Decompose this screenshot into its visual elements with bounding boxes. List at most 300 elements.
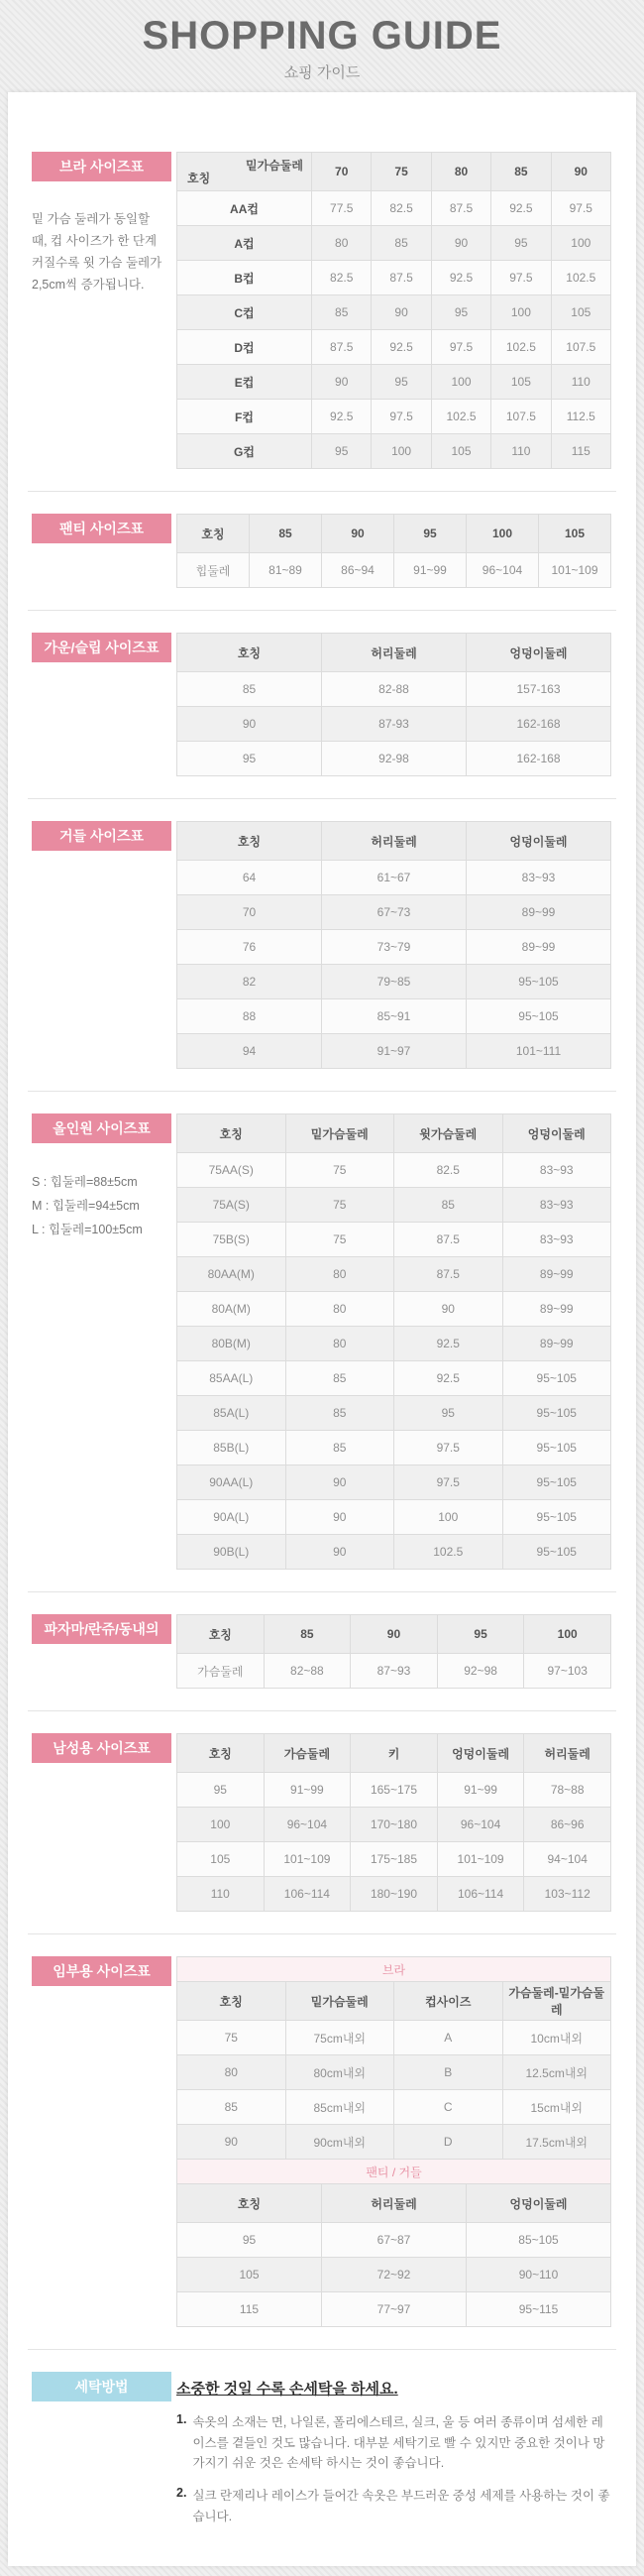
table-cell: 15cm내외	[502, 2090, 611, 2125]
table-cell: 힙둘레	[177, 553, 250, 588]
table-cell: 89~99	[502, 1292, 611, 1327]
column-header: 100	[524, 1615, 611, 1654]
table-cell: 80B(M)	[177, 1327, 286, 1361]
corner-top-label: 밑가슴둘레	[246, 159, 304, 173]
column-header: 호칭	[177, 1982, 286, 2021]
column-header: 엉덩이둘레	[437, 1734, 524, 1773]
column-header: 85	[250, 515, 322, 553]
table-cell: 81~89	[250, 553, 322, 588]
table-row	[177, 1877, 611, 1912]
panty-size-table	[176, 514, 611, 588]
gown-table-wrap	[176, 633, 611, 776]
table-row	[177, 261, 611, 295]
table-cell: 90	[372, 295, 431, 330]
column-header: 엉덩이둘레	[502, 1114, 611, 1153]
column-header: 가슴둘레	[264, 1734, 351, 1773]
table-cell: 107.5	[491, 400, 551, 434]
table-row	[177, 1257, 611, 1292]
page-subtitle: 쇼핑 가이드	[283, 64, 361, 81]
table-cell: 88	[177, 999, 322, 1034]
table-row	[177, 1396, 611, 1431]
section-panty-side	[8, 514, 176, 543]
table-cell: 80AA(M)	[177, 1257, 286, 1292]
table-cell: 67~73	[322, 895, 467, 930]
table-cell: 87.5	[312, 330, 372, 365]
table-cell: 64	[177, 861, 322, 895]
column-header: 호칭	[177, 2184, 322, 2223]
bra-table-wrap	[176, 152, 611, 469]
table-cell: 17.5cm내외	[502, 2125, 611, 2160]
table-cell: D컵	[177, 330, 312, 365]
table-cell: 90	[431, 226, 490, 261]
table-header-row	[177, 2184, 611, 2223]
table-cell: 83~93	[502, 1223, 611, 1257]
table-header-row	[177, 515, 611, 553]
table-cell: 106~114	[437, 1877, 524, 1912]
washing-item-text: 속옷의 소재는 면, 나일론, 폴리에스테르, 실크, 울 등 여러 종류이며 섬세한 레이스를 곁들인 것도 많습니다. 대부분 세탁기로 빨 수 있지만 중요한 것이나 망가지기 쉬운 것은 손세탁 하시는 것이 좋습니다.	[192, 2415, 605, 2471]
table-row	[177, 1808, 611, 1842]
table-cell: 75A(S)	[177, 1188, 286, 1223]
table-row	[177, 1431, 611, 1465]
table-cell: 92.5	[312, 400, 372, 434]
table-cell: 95~105	[502, 1500, 611, 1535]
table-cell: 92-98	[322, 742, 467, 776]
washing-item	[176, 2486, 611, 2526]
table-cell: 73~79	[322, 930, 467, 965]
table-group-title-row	[177, 2160, 611, 2184]
table-cell: 96~104	[264, 1808, 351, 1842]
table-row	[177, 707, 611, 742]
table-cell: 102.5	[431, 400, 490, 434]
section-bra-side	[8, 152, 176, 296]
table-cell: 95	[394, 1396, 503, 1431]
table-cell: 85~105	[467, 2223, 611, 2258]
table-cell: 94	[177, 1034, 322, 1069]
table-cell: 90A(L)	[177, 1500, 286, 1535]
table-cell: 97.5	[372, 400, 431, 434]
table-cell: 가슴둘레	[177, 1654, 265, 1689]
table-cell: 101~109	[264, 1842, 351, 1877]
table-cell: 95~105	[502, 1431, 611, 1465]
table-cell: 100	[394, 1500, 503, 1535]
table-cell: 97~103	[524, 1654, 611, 1689]
table-row	[177, 1465, 611, 1500]
table-cell: 92.5	[431, 261, 490, 295]
table-cell: 95~105	[502, 1396, 611, 1431]
table-cell: 77~97	[322, 2292, 467, 2327]
table-cell: 87.5	[394, 1223, 503, 1257]
table-cell: 85AA(L)	[177, 1361, 286, 1396]
table-cell: 92~98	[437, 1654, 524, 1689]
section-pajama	[8, 1614, 636, 1689]
table-cell: 95	[177, 2223, 322, 2258]
table-cell: 175~185	[351, 1842, 438, 1877]
table-cell: 82.5	[312, 261, 372, 295]
table-cell: C컵	[177, 295, 312, 330]
section-label-bra: 브라 사이즈표	[32, 152, 171, 181]
column-header: 90	[351, 1615, 438, 1654]
table-cell: 105	[491, 365, 551, 400]
column-header: 허리둘레	[524, 1734, 611, 1773]
column-header: 가슴둘레-밑가슴둘레	[502, 1982, 611, 2021]
column-header: 허리둘레	[322, 634, 467, 672]
table-cell: 80	[177, 2055, 286, 2090]
column-header: 밑가슴둘레	[285, 1982, 394, 2021]
table-cell: 85cm내외	[285, 2090, 394, 2125]
table-cell: 83~93	[502, 1188, 611, 1223]
column-header: 호칭	[177, 1114, 286, 1153]
table-header-row	[177, 1114, 611, 1153]
table-cell: 87.5	[372, 261, 431, 295]
column-header: 90	[322, 515, 394, 553]
table-row	[177, 400, 611, 434]
table-cell: 95	[177, 1773, 265, 1808]
table-cell: 86~96	[524, 1808, 611, 1842]
column-header: 윗가슴둘레	[394, 1114, 503, 1153]
section-allinone	[8, 1113, 636, 1570]
table-cell: 85	[285, 1431, 394, 1465]
column-header: 허리둘레	[322, 2184, 467, 2223]
section-divider	[28, 1091, 616, 1092]
table-cell: 95~105	[467, 965, 611, 999]
table-row	[177, 895, 611, 930]
table-cell: 101~111	[467, 1034, 611, 1069]
allinone-note-m: M : 힙둘레=94±5cm	[32, 1198, 140, 1213]
section-divider	[28, 1591, 616, 1592]
table-row	[177, 226, 611, 261]
table-cell: 90cm내외	[285, 2125, 394, 2160]
table-row	[177, 861, 611, 895]
table-row	[177, 1327, 611, 1361]
table-row	[177, 999, 611, 1034]
page-header	[0, 0, 644, 92]
corner-bottom-label: 호칭	[187, 172, 211, 185]
table-cell: 89~99	[502, 1327, 611, 1361]
allinone-table-wrap	[176, 1113, 611, 1570]
section-girdle	[8, 821, 636, 1069]
washing-item-text: 실크 란제리나 레이스가 들어간 속옷은 부드러운 중성 세제를 사용하는 것이 좋습니다.	[192, 2488, 610, 2523]
column-header: 호칭	[177, 1615, 265, 1654]
table-cell: 72~92	[322, 2258, 467, 2292]
table-cell: 97.5	[394, 1431, 503, 1465]
table-cell: AA컵	[177, 191, 312, 226]
table-cell: 110	[551, 365, 610, 400]
table-cell: 165~175	[351, 1773, 438, 1808]
table-cell: 83~93	[502, 1153, 611, 1188]
page-title: SHOPPING GUIDE	[142, 14, 502, 58]
table-cell: 105	[177, 1842, 265, 1877]
column-header: 호칭	[177, 822, 322, 861]
table-cell: 95	[491, 226, 551, 261]
table-cell: 75B(S)	[177, 1223, 286, 1257]
table-cell: 10cm내외	[502, 2021, 611, 2055]
table-cell: 80	[285, 1257, 394, 1292]
table-cell: 85	[177, 672, 322, 707]
table-cell: 92.5	[491, 191, 551, 226]
table-cell: A	[394, 2021, 503, 2055]
table-cell: 89~99	[467, 930, 611, 965]
washing-body	[176, 2372, 611, 2538]
table-cell: 101~109	[539, 553, 611, 588]
table-cell: 85	[177, 2090, 286, 2125]
table-cell: 77.5	[312, 191, 372, 226]
table-cell: 110	[491, 434, 551, 469]
table-row	[177, 672, 611, 707]
table-cell: 102.5	[551, 261, 610, 295]
section-label-pajama: 파자마/란쥬/동내의	[32, 1614, 171, 1644]
table-header-row	[177, 634, 611, 672]
table-header-row	[177, 1734, 611, 1773]
table-cell: 87.5	[431, 191, 490, 226]
section-divider	[28, 491, 616, 492]
table-row	[177, 365, 611, 400]
table-cell: 76	[177, 930, 322, 965]
table-row	[177, 1361, 611, 1396]
column-header: 85	[264, 1615, 351, 1654]
allinone-note-l: L : 힙둘레=100±5cm	[32, 1222, 143, 1236]
section-divider	[28, 1710, 616, 1711]
panty-table-wrap	[176, 514, 611, 588]
column-header: 100	[467, 515, 539, 553]
table-row	[177, 1188, 611, 1223]
table-cell: 79~85	[322, 965, 467, 999]
table-group-title: 브라	[177, 1957, 611, 1982]
table-cell: 100	[491, 295, 551, 330]
table-cell: 80	[312, 226, 372, 261]
section-label-washing: 세탁방법	[32, 2372, 171, 2401]
table-cell: 105	[551, 295, 610, 330]
table-row	[177, 1654, 611, 1689]
table-cell: 100	[551, 226, 610, 261]
table-row	[177, 295, 611, 330]
column-header: 엉덩이둘레	[467, 2184, 611, 2223]
column-header: 70	[312, 153, 372, 191]
men-table-wrap	[176, 1733, 611, 1912]
table-cell: 82.5	[394, 1153, 503, 1188]
washing-title: 소중한 것일 수록 손세탁을 하세요.	[176, 2381, 398, 2398]
content-container	[8, 92, 636, 2566]
column-header: 85	[491, 153, 551, 191]
column-header: 호칭	[177, 1734, 265, 1773]
section-divider	[28, 2349, 616, 2350]
table-cell: 90	[394, 1292, 503, 1327]
column-header: 95	[437, 1615, 524, 1654]
table-cell: 170~180	[351, 1808, 438, 1842]
column-header: 95	[394, 515, 467, 553]
section-maternity-side	[8, 1956, 176, 1986]
table-cell: 85	[312, 295, 372, 330]
section-label-maternity: 임부용 사이즈표	[32, 1956, 171, 1986]
table-cell: D	[394, 2125, 503, 2160]
girdle-table-wrap	[176, 821, 611, 1069]
table-row	[177, 1500, 611, 1535]
table-row	[177, 2055, 611, 2090]
table-cell: 90B(L)	[177, 1535, 286, 1570]
table-row	[177, 434, 611, 469]
table-cell: 85	[285, 1361, 394, 1396]
column-header: 허리둘레	[322, 822, 467, 861]
table-cell: 80	[285, 1292, 394, 1327]
table-cell: 115	[551, 434, 610, 469]
table-cell: 75	[285, 1223, 394, 1257]
table-cell: 103~112	[524, 1877, 611, 1912]
table-row	[177, 1223, 611, 1257]
girdle-size-table	[176, 821, 611, 1069]
table-cell: 90	[285, 1465, 394, 1500]
table-cell: 95~115	[467, 2292, 611, 2327]
table-cell: 96~104	[467, 553, 539, 588]
table-row	[177, 2258, 611, 2292]
table-cell: 85~91	[322, 999, 467, 1034]
table-cell: E컵	[177, 365, 312, 400]
table-cell: 91~97	[322, 1034, 467, 1069]
section-girdle-side	[8, 821, 176, 851]
table-header-row	[177, 822, 611, 861]
table-cell: 80cm내외	[285, 2055, 394, 2090]
table-cell: 75cm내외	[285, 2021, 394, 2055]
table-cell: 87.5	[394, 1257, 503, 1292]
table-cell: 82.5	[372, 191, 431, 226]
table-row	[177, 1292, 611, 1327]
table-cell: 87-93	[322, 707, 467, 742]
table-cell: 97.5	[394, 1465, 503, 1500]
corner-cell	[177, 153, 312, 191]
table-row	[177, 1153, 611, 1188]
table-cell: 115	[177, 2292, 322, 2327]
section-divider	[28, 798, 616, 799]
table-row	[177, 191, 611, 226]
table-cell: 100	[372, 434, 431, 469]
table-cell: 100	[177, 1808, 265, 1842]
table-cell: 75	[285, 1153, 394, 1188]
table-cell: 95~105	[502, 1361, 611, 1396]
table-cell: 94~104	[524, 1842, 611, 1877]
pajama-table-wrap	[176, 1614, 611, 1689]
table-cell: 90	[285, 1500, 394, 1535]
table-cell: 80A(M)	[177, 1292, 286, 1327]
section-gown	[8, 633, 636, 776]
table-cell: 92.5	[394, 1327, 503, 1361]
column-header: 80	[431, 153, 490, 191]
table-cell: 67~87	[322, 2223, 467, 2258]
column-header: 키	[351, 1734, 438, 1773]
table-cell: 95	[372, 365, 431, 400]
column-header: 엉덩이둘레	[467, 634, 611, 672]
column-header: 75	[372, 153, 431, 191]
table-cell: 110	[177, 1877, 265, 1912]
section-gown-side	[8, 633, 176, 662]
allinone-size-table	[176, 1113, 611, 1570]
table-group-title: 팬티 / 거들	[177, 2160, 611, 2184]
column-header: 105	[539, 515, 611, 553]
table-cell: 97.5	[491, 261, 551, 295]
section-men-side	[8, 1733, 176, 1763]
table-row	[177, 2125, 611, 2160]
table-cell: 89~99	[502, 1257, 611, 1292]
table-cell: 90	[177, 2125, 286, 2160]
table-cell: 83~93	[467, 861, 611, 895]
section-allinone-side	[8, 1113, 176, 1241]
table-cell: 95	[431, 295, 490, 330]
section-label-panty: 팬티 사이즈표	[32, 514, 171, 543]
table-cell: 91~99	[394, 553, 467, 588]
table-cell: 75	[177, 2021, 286, 2055]
section-pajama-side	[8, 1614, 176, 1644]
column-header: 호칭	[177, 515, 250, 553]
table-cell: 82	[177, 965, 322, 999]
table-cell: 100	[431, 365, 490, 400]
washing-item	[176, 2412, 611, 2474]
table-row	[177, 330, 611, 365]
table-cell: 61~67	[322, 861, 467, 895]
table-cell: 89~99	[467, 895, 611, 930]
table-row	[177, 742, 611, 776]
table-cell: 78~88	[524, 1773, 611, 1808]
maternity-bra-table	[176, 1956, 611, 2160]
table-cell: 82-88	[322, 672, 467, 707]
table-cell: 97.5	[431, 330, 490, 365]
table-header-row	[177, 1615, 611, 1654]
table-cell: 12.5cm내외	[502, 2055, 611, 2090]
table-cell: 90	[285, 1535, 394, 1570]
table-header-row	[177, 1982, 611, 2021]
table-header-row	[177, 153, 611, 191]
table-row	[177, 2292, 611, 2327]
table-cell: 92.5	[372, 330, 431, 365]
allinone-note-s: S : 힙둘레=88±5cm	[32, 1175, 138, 1189]
table-cell: 91~99	[437, 1773, 524, 1808]
table-cell: 102.5	[491, 330, 551, 365]
table-cell: 85	[372, 226, 431, 261]
section-divider	[28, 610, 616, 611]
table-cell: B컵	[177, 261, 312, 295]
table-row	[177, 2090, 611, 2125]
table-cell: 85	[285, 1396, 394, 1431]
table-cell: 85A(L)	[177, 1396, 286, 1431]
table-cell: C	[394, 2090, 503, 2125]
section-label-gown: 가운/슬립 사이즈표	[32, 633, 171, 662]
section-washing	[8, 2372, 636, 2538]
table-cell: 75AA(S)	[177, 1153, 286, 1188]
table-row	[177, 1034, 611, 1069]
table-cell: 112.5	[551, 400, 610, 434]
table-cell: 106~114	[264, 1877, 351, 1912]
table-cell: 105	[431, 434, 490, 469]
table-row	[177, 2021, 611, 2055]
table-cell: 90~110	[467, 2258, 611, 2292]
men-size-table	[176, 1733, 611, 1912]
table-cell: 95~105	[502, 1535, 611, 1570]
table-cell: 90	[312, 365, 372, 400]
table-cell: 80	[285, 1327, 394, 1361]
table-cell: 85B(L)	[177, 1431, 286, 1465]
section-bra	[8, 152, 636, 469]
table-cell: 82~88	[264, 1654, 351, 1689]
maternity-panty-girdle-table	[176, 2159, 611, 2327]
column-header: 컵사이즈	[394, 1982, 503, 2021]
section-label-men: 남성용 사이즈표	[32, 1733, 171, 1763]
washing-item-number: 2.	[176, 2485, 187, 2500]
column-header: 호칭	[177, 634, 322, 672]
column-header: 밑가슴둘레	[285, 1114, 394, 1153]
table-cell: 91~99	[264, 1773, 351, 1808]
table-cell: 162-168	[467, 707, 611, 742]
table-cell: 162-168	[467, 742, 611, 776]
table-row	[177, 965, 611, 999]
table-cell: 105	[177, 2258, 322, 2292]
table-cell: B	[394, 2055, 503, 2090]
table-cell: 92.5	[394, 1361, 503, 1396]
